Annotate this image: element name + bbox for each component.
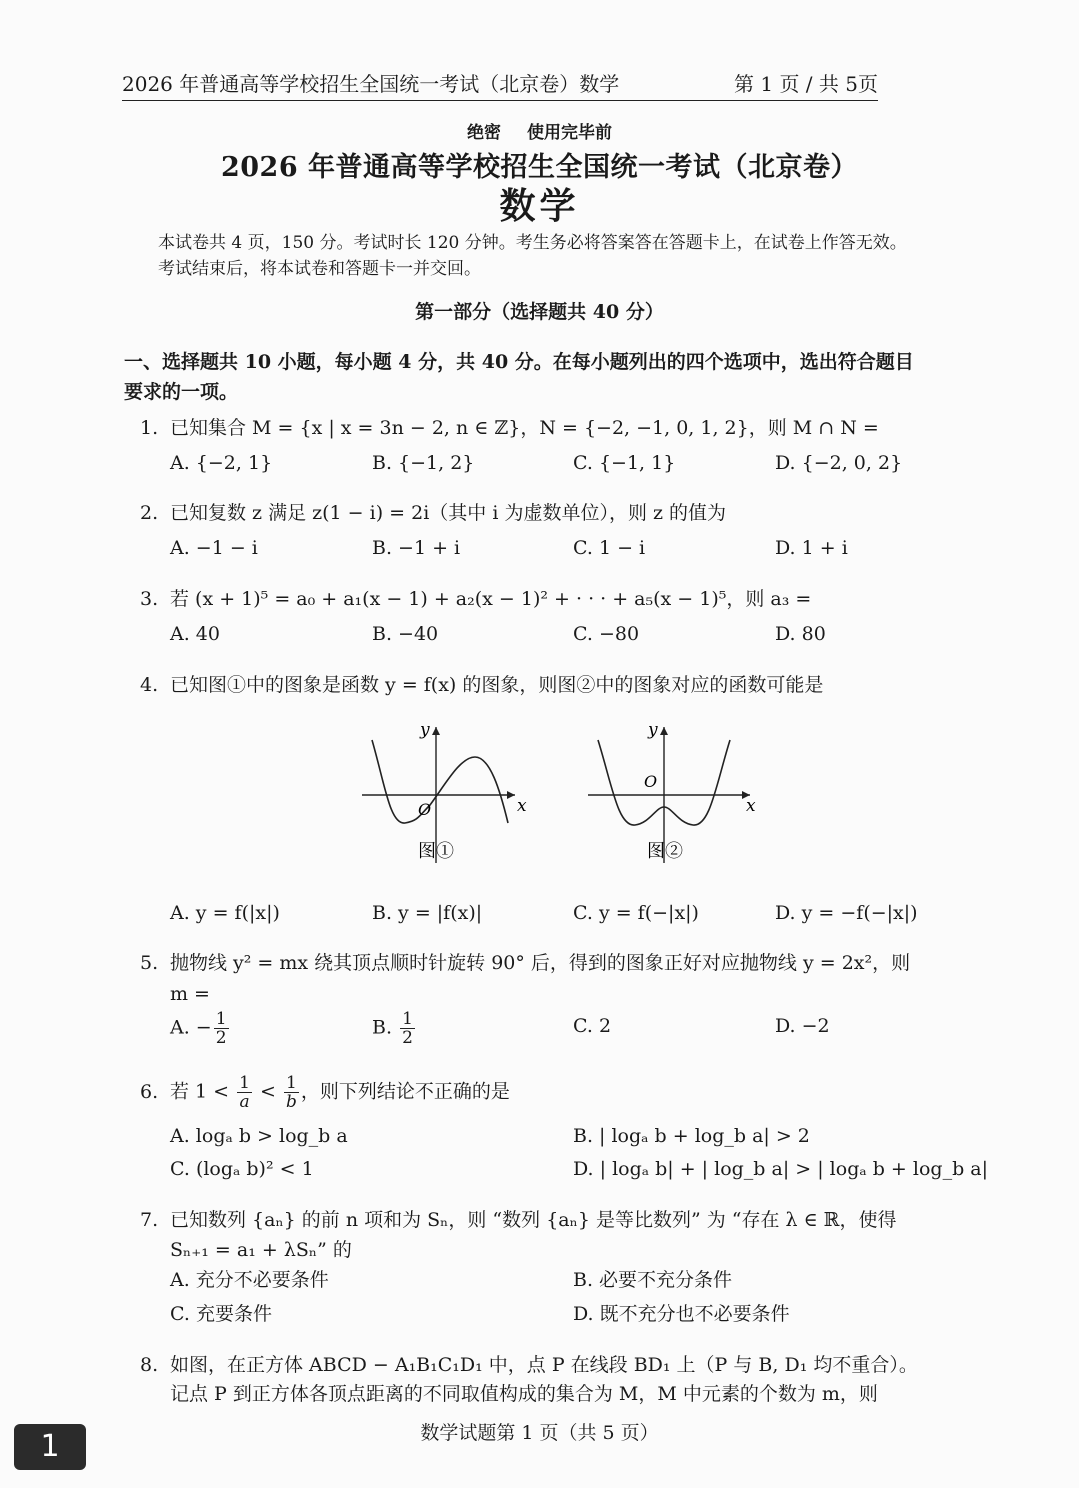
question-number: 8. [140, 1354, 159, 1376]
option-c: C. 1 − i [573, 537, 646, 559]
graph-1-x-label: x [517, 796, 527, 816]
option-d: D. y = −f(−|x|) [775, 902, 918, 924]
section-line-1: 一、选择题共 10 小题，每小题 4 分，共 40 分。在每小题列出的四个选项中，选出符合题目 [124, 351, 914, 373]
question-text: 已知复数 z 满足 z(1 − i) = 2i（其中 i 为虚数单位），则 z 的值为 [170, 502, 727, 524]
question-number: 6. [140, 1080, 159, 1103]
question-7-continued [170, 1234, 950, 1266]
question-4 [140, 669, 970, 701]
instructions-line-1: 本试卷共 4 页，150 分。考试时长 120 分钟。考生务必将答案答在答题卡上，在试卷上作答无效。 [158, 233, 907, 253]
option-a: A. −1 − i [170, 537, 258, 559]
part-heading: 第一部分（选择题共 40 分） [415, 301, 664, 323]
question-post: ，则下列结论不正确的是 [300, 1080, 510, 1103]
option-b: B. | logₐ b + log_b a| > 2 [573, 1125, 810, 1147]
header-title: 2026 年普通高等学校招生全国统一考试（北京卷）数学 [122, 72, 620, 96]
fraction [214, 1010, 229, 1047]
numerator: 1 [239, 1073, 250, 1093]
question-6 [140, 1074, 970, 1111]
question-number: 3. [140, 588, 159, 610]
option-c: C. 2 [573, 1015, 612, 1037]
graph-1-caption: 图① [418, 841, 454, 862]
secret-mark: 绝密 [467, 123, 502, 143]
question-number: 2. [140, 502, 159, 524]
graph-1-y-label: y [420, 720, 430, 740]
question-text: 若 (x + 1)⁵ = a₀ + a₁(x − 1) + a₂(x − 1)² + · · · + a₅(x − 1)⁵，则 a₃ = [170, 588, 812, 610]
function-graphs [350, 715, 770, 865]
option-c: C. −80 [573, 623, 640, 645]
instructions-line-2: 考试结束后，将本试卷和答题卡一并交回。 [158, 259, 481, 279]
graph-1-origin-label: O [418, 800, 432, 819]
numerator: 1 [284, 1074, 299, 1093]
question-text: 抛物线 y² = mx 绕其顶点顺时针旋转 90° 后，得到的图象正好对应抛物线 y = 2x²，则 [170, 952, 911, 974]
graph-1-x-arrow [507, 791, 515, 799]
graph-2-y-label: y [648, 720, 658, 740]
question-5-continued [170, 978, 370, 1010]
option-d: D. {−2, 0, 2} [775, 452, 903, 474]
option-a: A. {−2, 1} [170, 452, 273, 474]
exam-instructions [158, 230, 938, 282]
option-b [372, 1010, 417, 1047]
header-page-count: 第 1 页 / 共 5页 [734, 72, 878, 96]
graph-1-y-arrow [432, 727, 440, 735]
denominator: b [285, 1092, 297, 1112]
section-heading [124, 347, 964, 407]
question-number: 7. [140, 1209, 159, 1231]
graphs-svg [350, 715, 770, 865]
question-7 [140, 1204, 970, 1236]
fraction-1-over-a [237, 1074, 252, 1111]
question-pre: 若 1 < [170, 1080, 230, 1103]
option-c: C. (logₐ b)² < 1 [170, 1158, 314, 1180]
question-number: 5. [140, 952, 159, 974]
question-text: 已知图①中的图象是函数 y = f(x) 的图象，则图②中的图象对应的函数可能是 [170, 674, 824, 696]
question-5-options [170, 1008, 970, 1052]
numerator: 1 [402, 1009, 413, 1029]
graph-1 [362, 720, 527, 863]
question-text: 已知数列 {aₙ} 的前 n 项和为 Sₙ，则 “数列 {aₙ} 是等比数列” 为 “存在 λ ∈ ℝ，使得 [170, 1209, 897, 1231]
option-a [170, 1010, 231, 1047]
exam-title: 2026 年普通高等学校招生全国统一考试（北京卷） [220, 152, 859, 183]
graph-2 [588, 720, 756, 863]
option-b: B. y = |f(x)| [372, 902, 483, 924]
question-1 [140, 412, 970, 444]
graph-2-caption: 图② [647, 841, 683, 862]
option-a: A. 40 [170, 623, 220, 645]
denominator: a [239, 1092, 250, 1112]
denominator: 2 [215, 1028, 227, 1048]
option-b: B. −40 [372, 623, 439, 645]
question-3 [140, 583, 970, 615]
question-text: 如图，在正方体 ABCD − A₁B₁C₁D₁ 中，点 P 在线段 BD₁ 上（P 与 B, D₁ 均不重合）。 [170, 1354, 918, 1376]
question-mid: < [260, 1080, 276, 1103]
option-b: B. 必要不充分条件 [573, 1269, 733, 1291]
option-c: C. {−1, 1} [573, 452, 676, 474]
graph-2-y-arrow [660, 727, 668, 735]
secret-note: 使用完毕前 [526, 123, 612, 143]
fraction-1-over-b [284, 1074, 299, 1111]
question-8-continued [170, 1378, 970, 1410]
graph-1-curve [372, 740, 508, 823]
graph-2-origin-label: O [644, 772, 658, 791]
page-number-badge: 1 [14, 1424, 86, 1470]
option-a: A. 充分不必要条件 [170, 1269, 329, 1291]
option-b: B. −1 + i [372, 537, 461, 559]
page-footer: 数学试题第 1 页（共 5 页） [420, 1422, 659, 1444]
question-number: 1. [140, 417, 159, 439]
option-a: A. y = f(|x|) [170, 902, 280, 924]
question-5 [140, 947, 970, 979]
numerator: 1 [215, 1009, 227, 1029]
option-d: D. | logₐ b| + | log_b a| > | logₐ b + log_b a| [573, 1158, 988, 1180]
option-d: D. 1 + i [775, 537, 848, 559]
option-b: B. {−1, 2} [372, 452, 475, 474]
question-number: 4. [140, 674, 159, 696]
option-c: C. y = f(−|x|) [573, 902, 699, 924]
option-a-label: A. − [170, 1016, 212, 1039]
running-header [122, 70, 878, 101]
question-text: 已知集合 M = {x | x = 3n − 2, n ∈ ℤ}，N = {−2, −1, 0, 1, 2}，则 M ∩ N = [170, 417, 879, 439]
fraction [400, 1010, 415, 1047]
option-c: C. 充要条件 [170, 1303, 272, 1325]
subject-title: 数学 [499, 185, 580, 227]
option-d: D. −2 [775, 1015, 830, 1037]
section-line-2: 要求的一项。 [124, 381, 239, 403]
option-d: D. 既不充分也不必要条件 [573, 1303, 790, 1325]
graph-2-x-label: x [746, 796, 756, 816]
question-2 [140, 497, 970, 529]
option-b-label: B. [372, 1016, 393, 1039]
question-text-2: m = [170, 983, 210, 1005]
confidential-label [0, 118, 1079, 143]
option-a: A. logₐ b > log_b a [170, 1125, 348, 1147]
question-8 [140, 1349, 970, 1381]
option-d: D. 80 [775, 623, 826, 645]
denominator: 2 [402, 1028, 413, 1048]
question-text-2: 记点 P 到正方体各顶点距离的不同取值构成的集合为 M，M 中元素的个数为 m，则 [170, 1383, 878, 1405]
question-text-2: Sₙ₊₁ = a₁ + λSₙ” 的 [170, 1239, 352, 1261]
